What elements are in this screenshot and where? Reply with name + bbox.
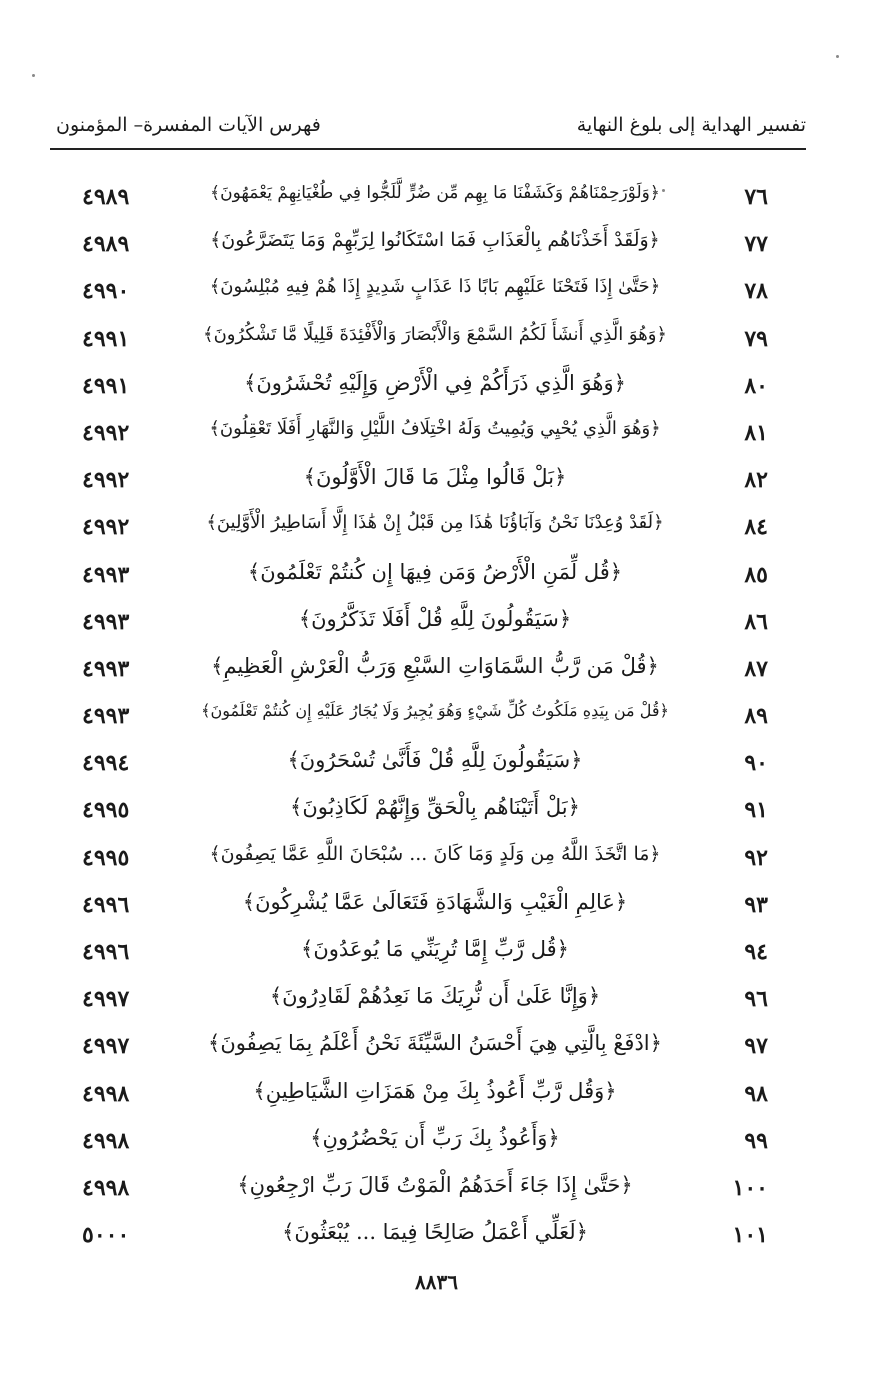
- book-title: تفسير الهداية إلى بلوغ النهاية: [576, 114, 806, 136]
- table-row: [50, 695, 806, 742]
- verse-text: ﴿بَلْ أَتَيْنَاهُم بِالْحَقِّ وَإِنَّهُمْ لَكَاذِبُونَ﴾: [290, 795, 580, 820]
- page-reference: ٤٩٩٣: [82, 561, 130, 588]
- verse-number: ٩٧: [744, 1033, 768, 1060]
- page-reference: ٤٩٩٥: [82, 797, 130, 824]
- verse-text: ﴿سَيَقُولُونَ لِلَّهِ قُلْ أَفَلَا تَذَكَّرُونَ﴾: [298, 606, 572, 631]
- table-row: [50, 223, 806, 270]
- verse-number: ٨١: [744, 419, 768, 446]
- verse-text: ﴿وَهُوَ الَّذِي أَنشَأَ لَكُمُ السَّمْعَ وَالْأَبْصَارَ وَالْأَفْئِدَةَ قَلِيلًا مَّا تَشْكُرُونَ﴾: [203, 323, 667, 345]
- table-row: [50, 884, 806, 931]
- verse-text: ﴿مَا اتَّخَذَ اللَّهُ مِن وَلَدٍ وَمَا كَانَ ... سُبْحَانَ اللَّهِ عَمَّا يَصِفُونَ﴾: [209, 842, 661, 865]
- verse-index-table: [50, 176, 806, 1261]
- table-row: [50, 365, 806, 412]
- page-reference: ٤٩٩٧: [82, 986, 130, 1013]
- verse-number: ٩٩: [744, 1127, 768, 1154]
- page-reference: ٤٩٩٣: [82, 703, 130, 730]
- verse-number: ٩٦: [744, 986, 768, 1013]
- page-reference: ٤٩٩١: [82, 325, 130, 352]
- table-row: [50, 1025, 806, 1072]
- verse-text: ﴿ادْفَعْ بِالَّتِي هِيَ أَحْسَنُ السَّيِّئَةَ نَحْنُ أَعْلَمُ بِمَا يَصِفُونَ﴾: [208, 1031, 662, 1056]
- table-row: [50, 506, 806, 553]
- section-title: فهرس الآيات المفسرة– المؤمنون: [56, 114, 321, 136]
- verse-number: ٨٢: [744, 467, 768, 494]
- table-row: [50, 554, 806, 601]
- verse-text: ﴿وَأَعُوذُ بِكَ رَبِّ أَن يَحْضُرُونِ﴾: [310, 1125, 560, 1150]
- page-reference: ٤٩٩٠: [82, 278, 130, 305]
- table-row: [50, 742, 806, 789]
- verse-number: ٩٤: [744, 939, 768, 965]
- table-row: [50, 459, 806, 506]
- verse-text: ﴿وَقُل رَّبِّ أَعُوذُ بِكَ مِنْ هَمَزَاتِ الشَّيَاطِينِ﴾: [253, 1078, 617, 1103]
- verse-text: ﴿وَلَوْرَحِمْنَاهُمْ وَكَشَفْنَا مَا بِهِم مِّن ضُرٍّ لَّلَجُّوا فِي طُغْيَانِهِمْ يَعْمَهُونَ﴾: [210, 183, 660, 203]
- verse-number: ٧٩: [744, 325, 768, 352]
- page-reference: ٤٩٩٦: [82, 891, 130, 918]
- verse-number: ٧٧: [744, 231, 768, 258]
- verse-text: ﴿قُل رَّبِّ إِمَّا تُرِيَنِّي مَا يُوعَدُونَ﴾: [301, 937, 569, 961]
- verse-number: ٩١: [744, 797, 768, 824]
- verse-text: ﴿حَتَّىٰ إِذَا فَتَحْنَا عَلَيْهِم بَابًا ذَا عَذَابٍ شَدِيدٍ إِذَا هُمْ فِيهِ مُبْلِسُونَ﴾: [209, 276, 661, 298]
- table-row: [50, 1073, 806, 1120]
- verse-text: ﴿حَتَّىٰ إِذَا جَاءَ أَحَدَهُمُ الْمَوْتُ قَالَ رَبِّ ارْجِعُونِ﴾: [237, 1172, 633, 1197]
- verse-text: ﴿وَلَقَدْ أَخَذْنَاهُم بِالْعَذَابِ فَمَا اسْتَكَانُوا لِرَبِّهِمْ وَمَا يَتَضَرَّعُونَ﴾: [210, 229, 660, 252]
- page-reference: ٤٩٨٩: [82, 231, 130, 258]
- table-row: [50, 601, 806, 648]
- page-reference: ٤٩٩٢: [82, 419, 130, 446]
- page-reference: ٤٩٩١: [82, 372, 130, 399]
- verse-number: ٨٤: [744, 514, 768, 541]
- table-row: [50, 931, 806, 978]
- verse-text: ﴿لَقَدْ وُعِدْنَا نَحْنُ وَآبَاؤُنَا هَٰذَا مِن قَبْلُ إِنْ هَٰذَا إِلَّا أَسَاطِيرُ الْأَوَّلِينَ﴾: [206, 512, 664, 534]
- verse-text: ﴿بَلْ قَالُوا مِثْلَ مَا قَالَ الْأَوَّلُونَ﴾: [303, 465, 567, 490]
- verse-text: ﴿قُلْ مَن رَّبُّ السَّمَاوَاتِ السَّبْعِ وَرَبُّ الْعَرْشِ الْعَظِيمِ﴾: [211, 653, 659, 678]
- verse-number: ٨٩: [744, 703, 768, 730]
- table-row: [50, 412, 806, 459]
- verse-number: ٨٠: [744, 372, 768, 399]
- table-row: [50, 270, 806, 317]
- verse-number: ٨٦: [744, 608, 768, 635]
- verse-number: ٨٥: [744, 561, 768, 588]
- table-row: [50, 318, 806, 365]
- verse-text: ﴿لَعَلِّي أَعْمَلُ صَالِحًا فِيمَا ... يُبْعَثُونَ﴾: [282, 1220, 588, 1245]
- page-reference: ٤٩٩٢: [82, 467, 130, 494]
- scan-speck: [32, 74, 35, 77]
- table-row: [50, 978, 806, 1025]
- page-reference: ٤٩٨٩: [82, 184, 130, 210]
- verse-number: ٨٧: [744, 655, 768, 682]
- verse-text: ﴿قُل لِّمَنِ الْأَرْضُ وَمَن فِيهَا إِن كُنتُمْ تَعْلَمُونَ﴾: [247, 559, 623, 584]
- verse-text: ﴿عَالِمِ الْغَيْبِ وَالشَّهَادَةِ فَتَعَالَىٰ عَمَّا يُشْرِكُونَ﴾: [242, 889, 628, 914]
- verse-number: ٧٨: [744, 278, 768, 305]
- verse-number: ١٠١: [732, 1222, 768, 1249]
- verse-text: ﴿وَهُوَ الَّذِي ذَرَأَكُمْ فِي الْأَرْضِ وَإِلَيْهِ تُحْشَرُونَ﴾: [244, 370, 626, 395]
- verse-text: ﴿وَهُوَ الَّذِي يُحْيِي وَيُمِيتُ وَلَهُ اخْتِلَافُ اللَّيْلِ وَالنَّهَارِ أَفَلَا تَعْقِلُونَ﴾: [209, 417, 661, 439]
- page-reference: ٤٩٩٧: [82, 1033, 130, 1060]
- page-reference: ٤٩٩٤: [82, 750, 130, 777]
- page-number: ٨٨٣٦: [415, 1270, 458, 1294]
- table-row: [50, 176, 806, 223]
- verse-number: ٩٢: [744, 844, 768, 871]
- verse-text: ﴿سَيَقُولُونَ لِلَّهِ قُلْ فَأَنَّىٰ تُسْحَرُونَ﴾: [287, 748, 583, 773]
- scan-speck: [836, 55, 839, 58]
- table-row: [50, 1214, 806, 1261]
- page-reference: ٤٩٩٦: [82, 939, 130, 965]
- table-row: [50, 837, 806, 884]
- table-row: [50, 1120, 806, 1167]
- verse-text: ﴿قُلْ مَن بِيَدِهِ مَلَكُوتُ كُلِّ شَيْءٍ وَهُوَ يُجِيرُ وَلَا يُجَارُ عَلَيْهِ إِن كُنتُمْ تَعْلَمُونَ﴾: [201, 701, 669, 721]
- page-reference: ٤٩٩٥: [82, 844, 130, 871]
- verse-text: ﴿وَإِنَّا عَلَىٰ أَن نُّرِيَكَ مَا نَعِدُهُمْ لَقَادِرُونَ﴾: [269, 984, 601, 1009]
- verse-number: ٩٠: [744, 750, 768, 777]
- table-row: [50, 789, 806, 836]
- table-row: [50, 648, 806, 695]
- table-row: [50, 1167, 806, 1214]
- page-reference: ٤٩٩٣: [82, 655, 130, 682]
- verse-number: ٧٦: [744, 184, 768, 210]
- verse-number: ٩٨: [744, 1080, 768, 1107]
- page-reference: ٤٩٩٨: [82, 1174, 130, 1201]
- page-reference: ٥٠٠٠: [82, 1222, 130, 1249]
- page-reference: ٤٩٩٢: [82, 514, 130, 541]
- page-header: [50, 108, 806, 150]
- verse-number: ٩٣: [744, 891, 768, 918]
- verse-number: ١٠٠: [732, 1174, 768, 1201]
- page-reference: ٤٩٩٨: [82, 1080, 130, 1107]
- page-reference: ٤٩٩٨: [82, 1127, 130, 1154]
- page-reference: ٤٩٩٣: [82, 608, 130, 635]
